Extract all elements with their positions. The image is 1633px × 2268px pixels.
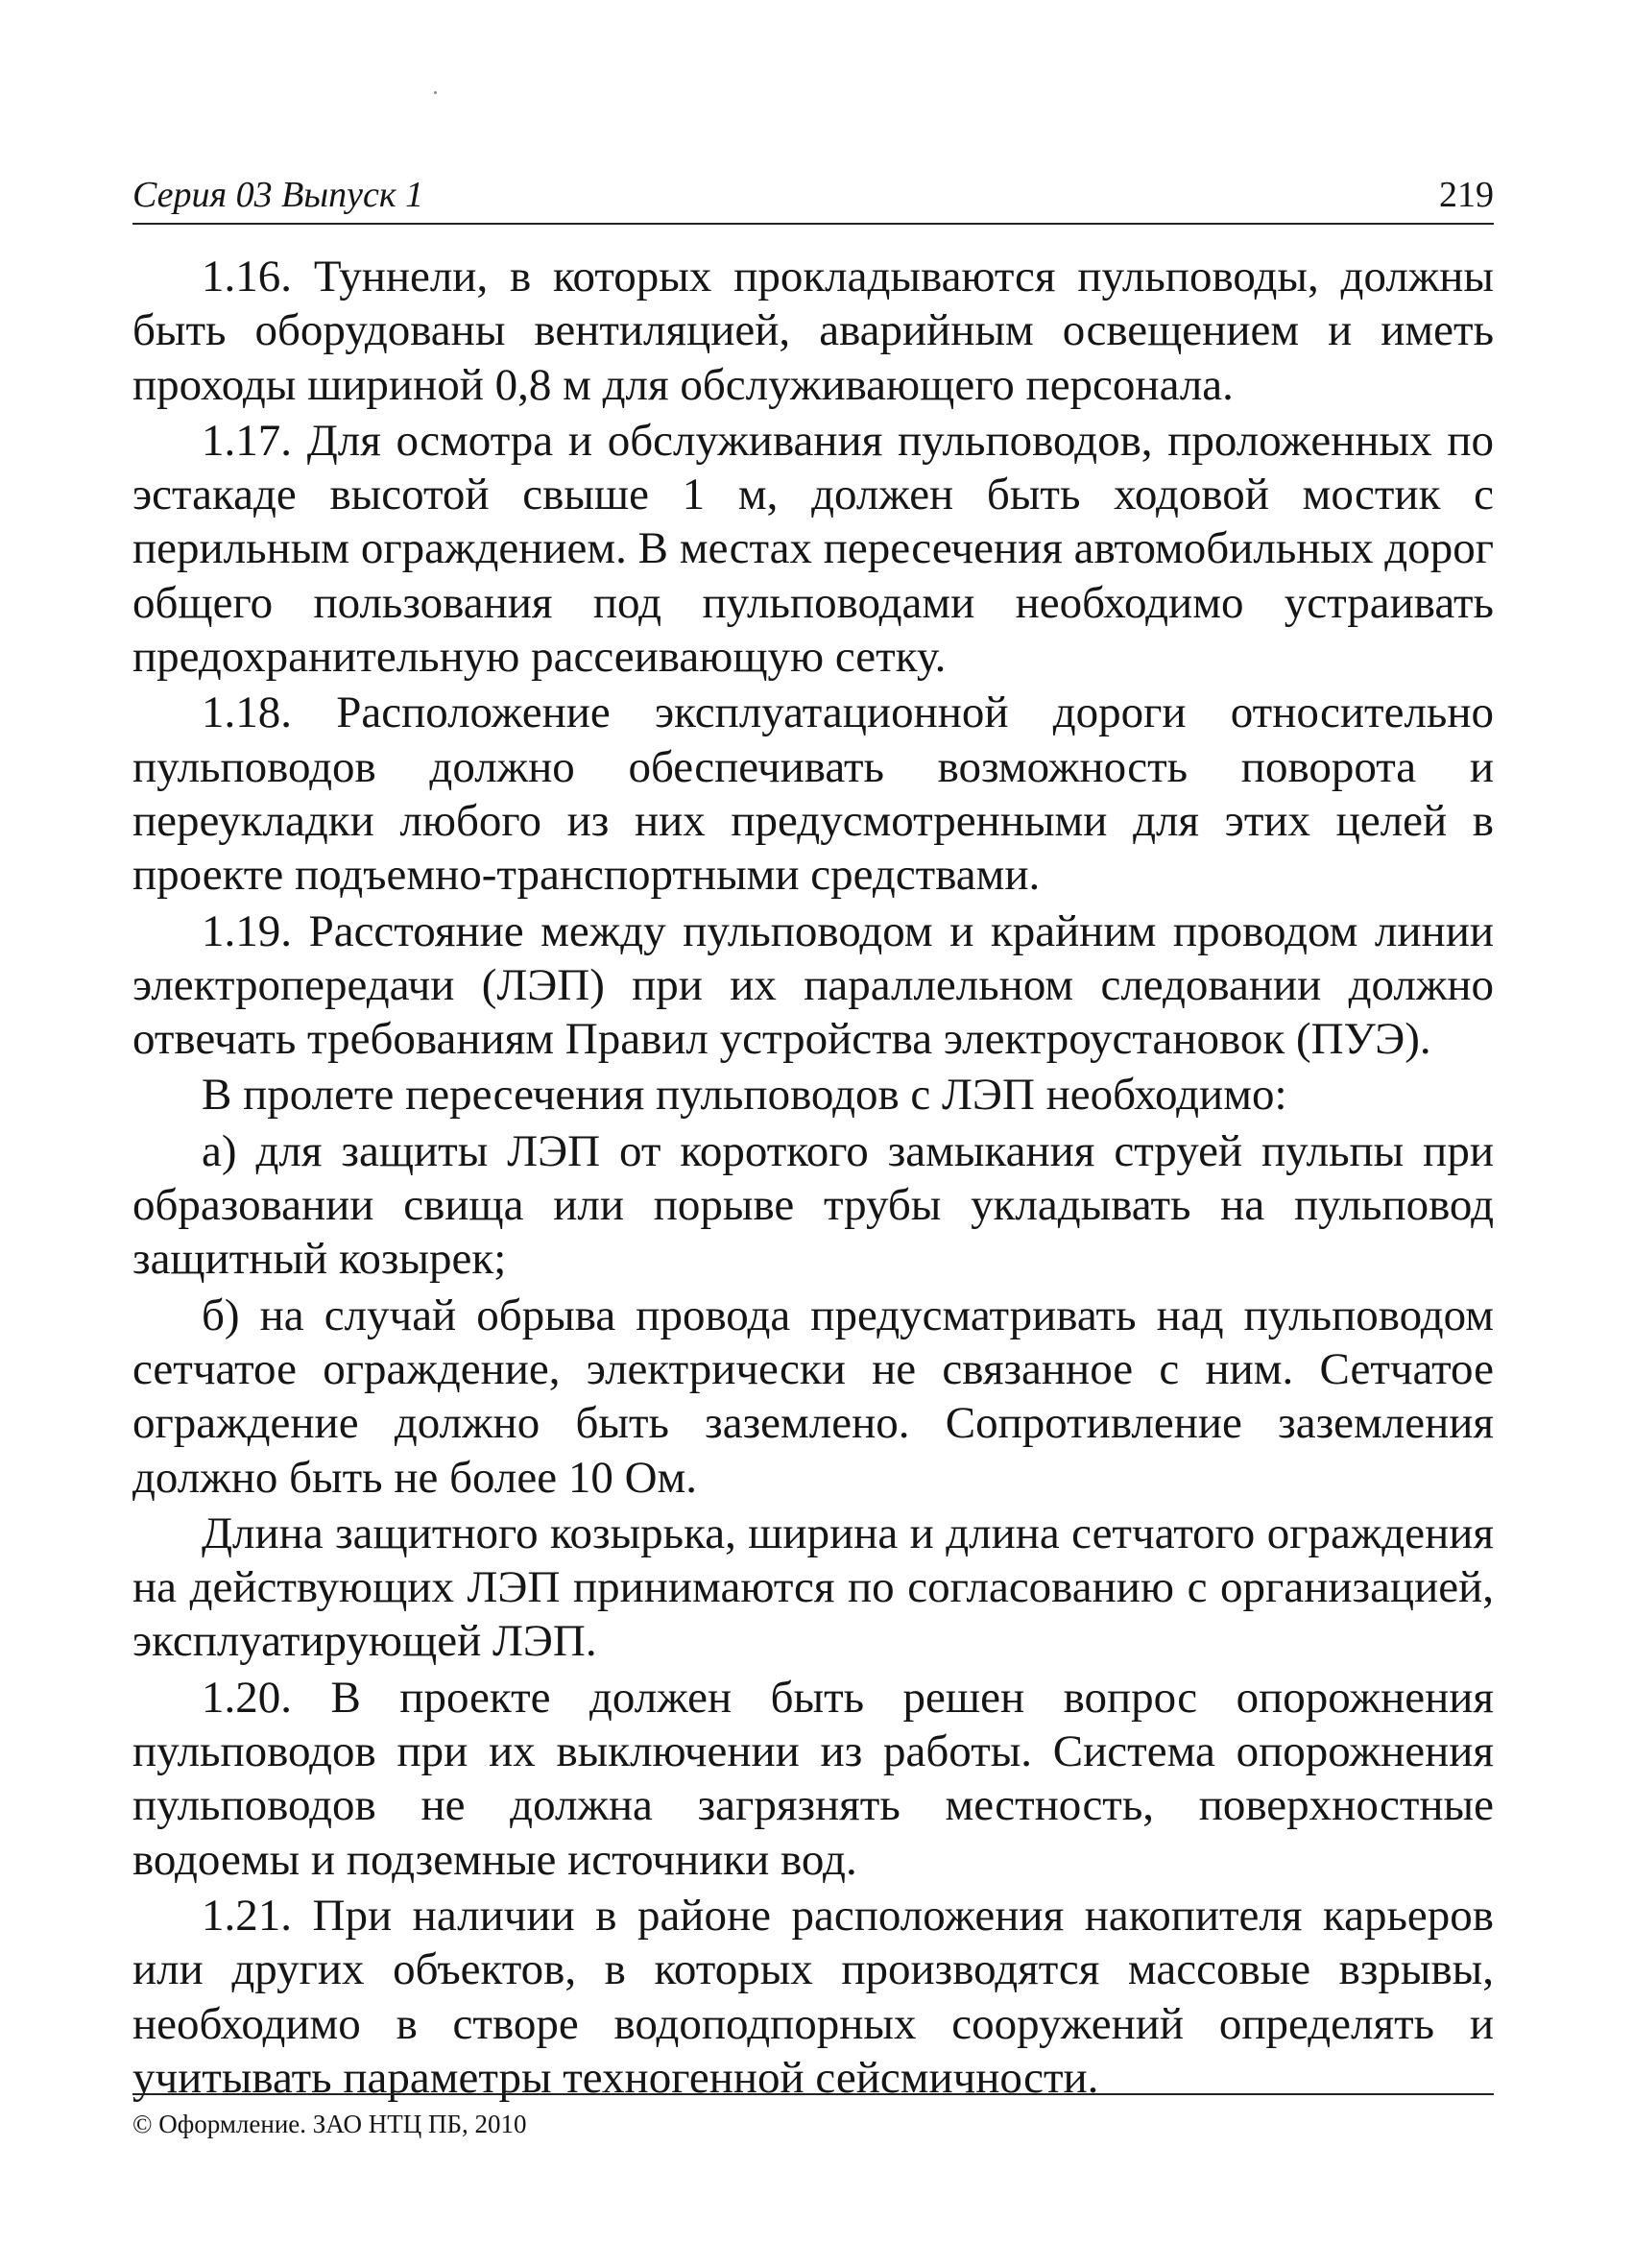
document-page — [132, 163, 1494, 2180]
paragraph-1-17: 1.17. Для осмотра и обслуживания пульповодов, проложенных по эстакаде высотой свыше 1 м, должен быть ходовой мостик с перильным ограждением. В местах пересечения автомобильных дорог общего пользования под пульповодами необходимо устраивать предохранительную рассеивающую сетку. — [132, 415, 1494, 683]
paragraph-visor-length: Длина защитного козырька, ширина и длина сетчатого ограждения на действующих ЛЭП принимаются по согласованию с организацией, эксплуатирующей ЛЭП. — [132, 1508, 1494, 1667]
series-title: Серия 03 Выпуск 1 — [132, 175, 424, 215]
list-item-a: а) для защиты ЛЭП от короткого замыкания струей пульпы при образовании свища или порыве трубы укладывать на пульповод защитный козырек; — [132, 1125, 1494, 1285]
scan-speck — [434, 91, 437, 94]
paragraph-1-19: 1.19. Расстояние между пульповодом и крайним проводом линии электропередачи (ЛЭП) при их параллельном следовании должно отвечать требованиям Правил устройства электроустановок (ПУЭ). — [132, 905, 1494, 1065]
body-text — [132, 250, 1494, 2107]
list-item-b: б) на случай обрыва провода предусматривать над пульповодом сетчатое ограждение, электрически не связанное с ним. Сетчатое ограждение должно быть заземлено. Сопротивление заземления должно быть не более 10 Ом. — [132, 1290, 1494, 1503]
page-footer — [132, 2093, 1494, 2139]
paragraph-1-20: 1.20. В проекте должен быть решен вопрос опорожнения пульповодов при их выключении из работы. Система опорожнения пульповодов не должна загрязнять местность, поверхностные водоемы и подземные источники вод. — [132, 1672, 1494, 1885]
paragraph-crossing-intro: В пролете пересечения пульповодов с ЛЭП необходимо: — [202, 1070, 1287, 1121]
paragraph-1-18: 1.18. Расположение эксплуатационной дороги относительно пульповодов должно обеспечивать возможность поворота и переукладки любого из них предусмотренными для этих целей в проекте подъемно-транспортными средствами. — [132, 688, 1494, 901]
page-number: 219 — [1439, 175, 1494, 215]
copyright-notice: © Оформление. ЗАО НТЦ ПБ, 2010 — [132, 2110, 527, 2138]
paragraph-1-16: 1.16. Туннели, в которых прокладываются пульповоды, должны быть оборудованы вентиляцией, аварийным освещением и иметь проходы шириной 0,8 м для обслуживающего персонала. — [132, 252, 1494, 410]
paragraph-1-21: 1.21. При наличии в районе расположения накопителя карьеров или других объектов, в которых производятся массовые взрывы, необходимо в створе водоподпорных сооружений определять и учитывать параметры техногенной сейсмичности. — [132, 1890, 1494, 2103]
running-header — [132, 163, 1494, 225]
